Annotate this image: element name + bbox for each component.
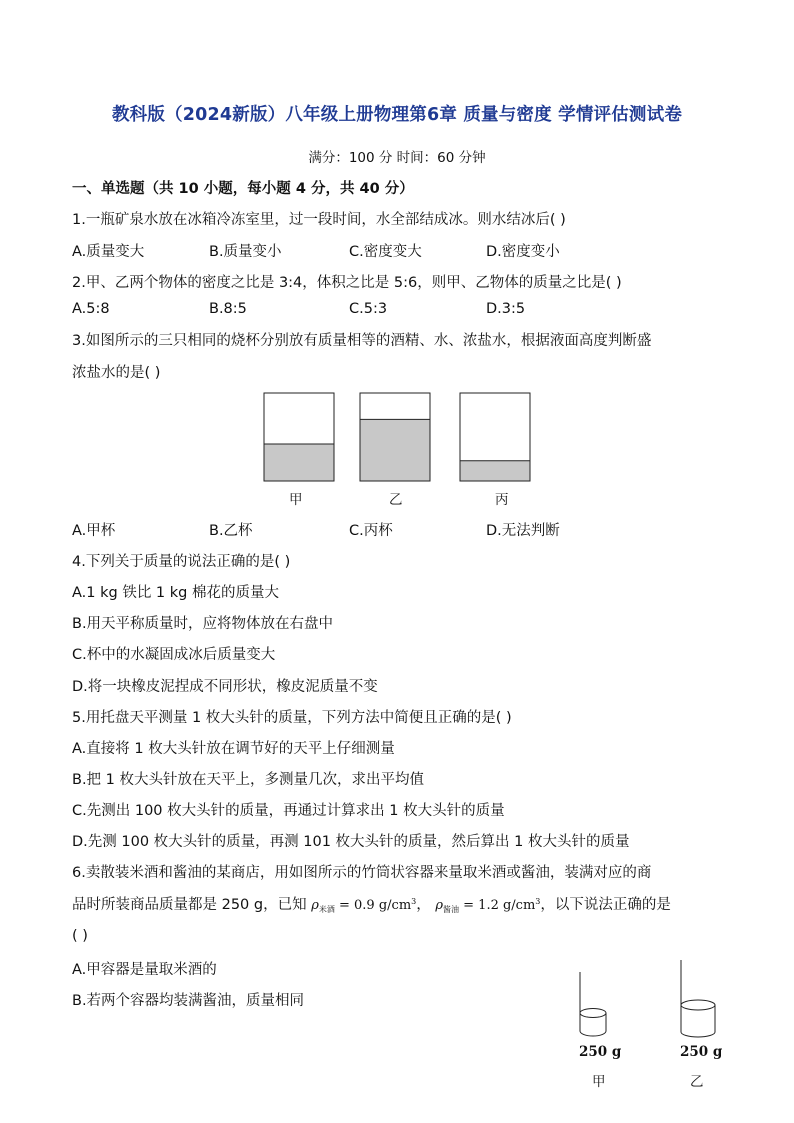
question-6-stem-line2: 品时所装商品质量都是 250 g，已知 $\rho_{米酒} = 0.9$ $g/cm^3$， $\rho_{酱油} = 1.2$ $g/cm^3$，以下说法正确的是 (72, 897, 671, 914)
question-6-stem-line1: 6.卖散装米酒和酱油的某商店，用如图所示的竹筒状容器来量取米酒或酱油，装满对应的商 (72, 865, 652, 881)
beaker-bing (460, 393, 530, 481)
q4-option-c: C.杯中的水凝固成冰后质量变大 (72, 647, 276, 663)
q5-option-c: C.先测出 100 枚大头针的质量，再通过计算求出 1 枚大头针的质量 (72, 803, 505, 819)
q1-option-b: B.质量变小 (209, 244, 282, 260)
rho-soy-sauce-formula: $\rho_{酱油} = 1.2$ $g/cm^3$ (435, 897, 541, 914)
beaker-jia-liquid (264, 444, 334, 481)
q2-option-a: A.5:8 (72, 301, 110, 317)
rho-rice-wine-formula: $\rho_{米酒} = 0.9$ $g/cm^3$ (311, 897, 417, 914)
section-heading: 一、单选题（共 10 小题，每小题 4 分，共 40 分） (72, 181, 414, 197)
q3-option-a: A.甲杯 (72, 523, 116, 539)
beaker-yi (360, 393, 430, 481)
container-jia-rim (580, 1009, 606, 1018)
container-jia-mass: 250 g (579, 1044, 622, 1060)
container-jia-label: 甲 (592, 1074, 606, 1090)
q6-stem-text-b: ，以下说法正确的是 (540, 897, 671, 913)
container-yi-label: 乙 (690, 1074, 704, 1090)
score-time-info: 满分：100 分 时间：60 分钟 (308, 150, 486, 166)
page-title: 教科版（2024新版）八年级上册物理第6章 质量与密度 学情评估测试卷 (111, 105, 683, 125)
q2-option-c: C.5:3 (349, 301, 388, 317)
question-2-stem: 2.甲、乙两个物体的密度之比是 3:4，体积之比是 5:6，则甲、乙物体的质量之比是( ) (72, 275, 622, 291)
beaker-label-bing: 丙 (495, 492, 509, 508)
q3-option-d: D.无法判断 (486, 523, 560, 539)
q5-option-a: A.直接将 1 枚大头针放在调节好的天平上仔细测量 (72, 741, 395, 757)
q1-option-c: C.密度变大 (349, 244, 422, 260)
container-jia (580, 972, 606, 1036)
beaker-label-yi: 乙 (389, 492, 403, 508)
container-yi-rim (681, 1000, 715, 1010)
question-3-stem-line2: 浓盐水的是( ) (72, 365, 161, 381)
q4-option-a: A.1 kg 铁比 1 kg 棉花的质量大 (72, 585, 279, 601)
question-5-stem: 5.用托盘天平测量 1 枚大头针的质量，下列方法中简便且正确的是( ) (72, 710, 512, 726)
beaker-label-jia: 甲 (289, 492, 303, 508)
q1-option-a: A.质量变大 (72, 244, 145, 260)
q3-option-b: B.乙杯 (209, 523, 253, 539)
beaker-yi-liquid (360, 419, 430, 481)
q5-option-b: B.把 1 枚大头针放在天平上，多测量几次，求出平均值 (72, 772, 424, 788)
q4-option-b: B.用天平称质量时，应将物体放在右盘中 (72, 616, 334, 632)
q2-option-b: B.8:5 (209, 301, 247, 317)
question-6-stem-line3: ( ) (72, 928, 88, 944)
beaker-jia (264, 393, 334, 481)
question-4-stem: 4.下列关于质量的说法正确的是( ) (72, 554, 291, 570)
q2-option-d: D.3:5 (486, 301, 526, 317)
q6-option-b: B.若两个容器均装满酱油，质量相同 (72, 993, 305, 1009)
q6-stem-text-a: 品时所装商品质量都是 250 g，已知 (72, 897, 307, 913)
q3-option-c: C.丙杯 (349, 523, 393, 539)
question-1-stem: 1.一瓶矿泉水放在冰箱冷冻室里，过一段时间，水全部结成冰。则水结冰后( ) (72, 212, 566, 228)
container-yi (681, 960, 715, 1037)
container-yi-mass: 250 g (680, 1044, 723, 1060)
question-3-stem-line1: 3.如图所示的三只相同的烧杯分别放有质量相等的酒精、水、浓盐水，根据液面高度判断盛 (72, 333, 652, 349)
q1-option-d: D.密度变小 (486, 244, 560, 260)
q6-option-a: A.甲容器是量取米酒的 (72, 962, 217, 978)
q5-option-d: D.先测 100 枚大头针的质量，再测 101 枚大头针的质量，然后算出 1 枚大头针的质量 (72, 834, 630, 850)
beaker-bing-liquid (460, 461, 530, 481)
q4-option-d: D.将一块橡皮泥捏成不同形状，橡皮泥质量不变 (72, 679, 378, 695)
